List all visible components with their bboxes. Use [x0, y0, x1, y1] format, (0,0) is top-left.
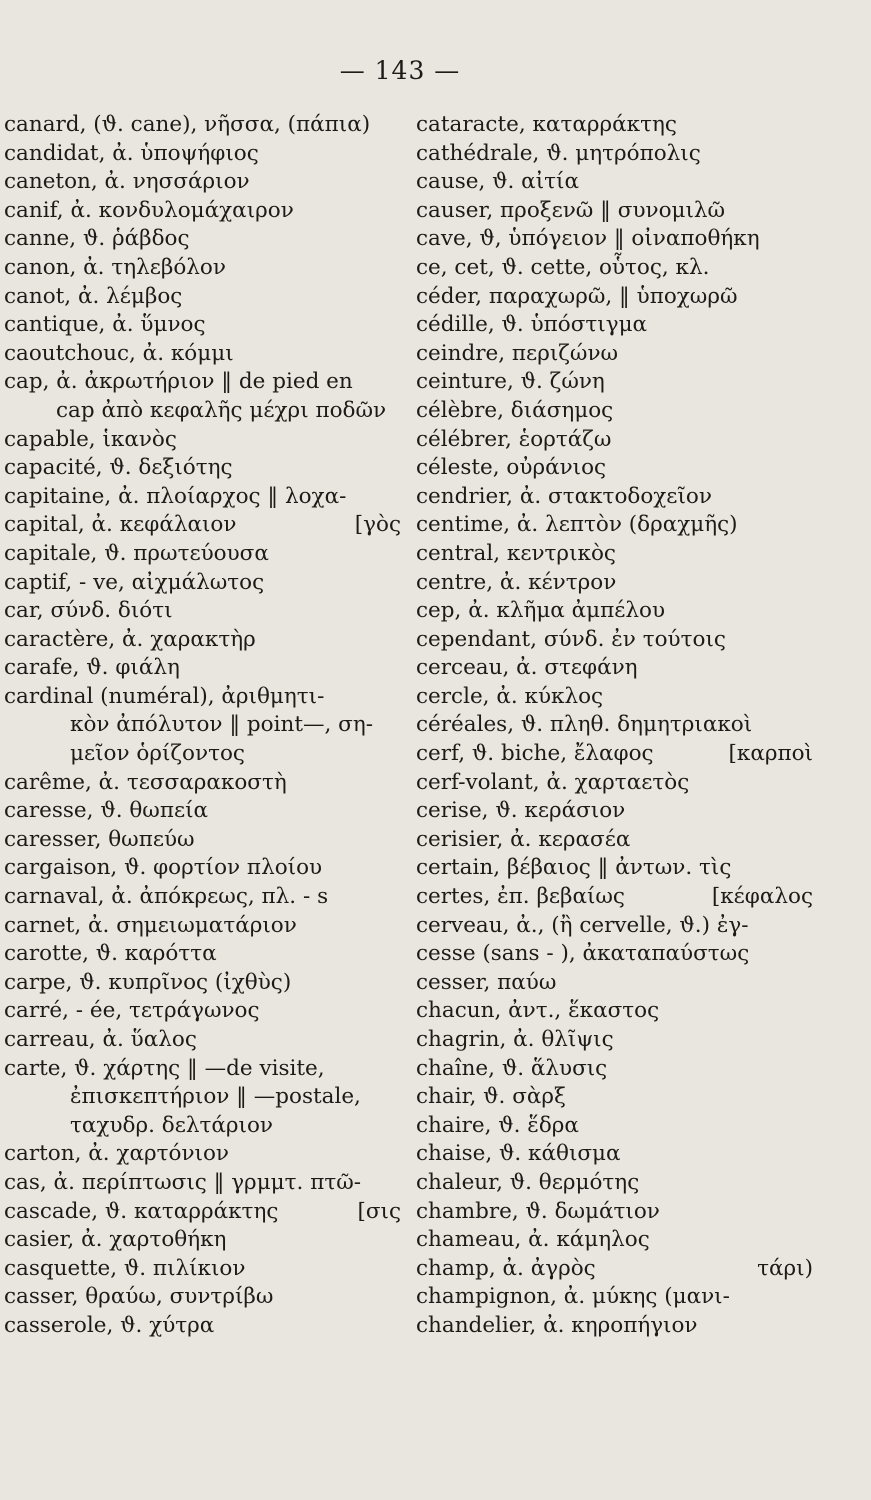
- entry-celebre: célèbre, διάσημος: [416, 397, 614, 423]
- entry-canif: canif, ἀ. κονδυλομάχαιρον: [4, 197, 294, 223]
- entry-cercle: cercle, ἀ. κύκλος: [416, 683, 604, 709]
- entry-cep: cep, ἀ. κλῆμα ἀμπέλου: [416, 598, 666, 624]
- entry-casier: casier, ἀ. χαρτοθήκη: [4, 1227, 227, 1253]
- entry-capital: capital, ἀ. κεφάλαιον: [4, 512, 237, 538]
- entry-casquette: casquette, ϑ. πιλίκιον: [4, 1255, 246, 1281]
- entry-cascade: cascade, ϑ. καταρράκτης: [4, 1198, 279, 1224]
- entry-certes: certes, ἐπ. βεβαίως: [416, 884, 625, 910]
- entry-caractere: caractère, ἀ. χαρακτὴρ: [4, 626, 256, 652]
- entry-cerceau: cerceau, ἀ. στεφάνη: [416, 655, 638, 681]
- entry-cesser: cesser, παύω: [416, 969, 557, 995]
- entry-chameau: chameau, ἀ. κάμηλος: [416, 1227, 650, 1253]
- entry-capable: capable, ἱκανὸς: [4, 426, 177, 452]
- entry-cause: cause, ϑ. αἰτία: [416, 169, 579, 195]
- side-note-capital: [γὸς: [354, 512, 401, 538]
- entry-chaine: chaîne, ϑ. ἅλυσις: [416, 1055, 608, 1081]
- entry-ceder: céder, παραχωρῶ, ‖ ὑποχωρῶ: [416, 283, 738, 309]
- entry-cave: cave, ϑ, ὑπόγειον ‖ οἰναποθήκη: [416, 226, 760, 252]
- entry-cathedrale: cathédrale, ϑ. μητρόπολις: [416, 140, 701, 166]
- entry-cargaison: cargaison, ϑ. φορτίον πλοίου: [4, 855, 323, 881]
- entry-casserole: casserole, ϑ. χύτρα: [4, 1312, 215, 1338]
- entry-certes-line: [416, 883, 821, 912]
- entry-celeste: céleste, οὐράνιος: [416, 455, 607, 481]
- left-column: [4, 111, 409, 1341]
- entry-candidat: candidat, ἀ. ὑποψήφιος: [4, 140, 259, 166]
- entry-capacite: capacité, ϑ. δεξιότης: [4, 455, 233, 481]
- entry-cerf-line: [416, 740, 821, 769]
- entry-cap-continued: cap ἀπὸ κεφαλῆς μέχρι ποδῶν: [56, 397, 387, 423]
- entry-ceinture: ceinture, ϑ. ζώνη: [416, 369, 605, 395]
- entry-carre: carré, - ée, τετράγωνος: [4, 998, 260, 1024]
- entry-carpe: carpe, ϑ. κυπρῖνος (ἰχθὺς): [4, 969, 292, 995]
- entry-champignon: champignon, ἀ. μύκης (μανι-: [416, 1284, 730, 1310]
- entry-cardinal-continued-1: κὸν ἀπόλυτον ‖ point—, ση-: [70, 712, 373, 738]
- side-note-cerf: [καρποὶ: [728, 741, 813, 767]
- entry-cardinal: cardinal (numéral), ἀριθμητι-: [4, 683, 325, 709]
- entry-centime: centime, ἀ. λεπτὸν (δραχμῆς): [416, 512, 738, 538]
- entry-cap: cap, ἀ. ἀκρωτήριον ‖ de pied en: [4, 369, 353, 395]
- entry-cerf: cerf, ϑ. biche, ἔλαφος: [416, 741, 654, 767]
- entry-captif: captif, - ve, αἰχμάλωτος: [4, 569, 265, 595]
- entry-caneton: caneton, ἀ. νησσάριον: [4, 169, 250, 195]
- entry-cataracte: cataracte, καταρράκτης: [416, 112, 677, 137]
- entry-carnaval: carnaval, ἀ. ἀπόκρεως, πλ. - s: [4, 884, 329, 910]
- entry-chaleur: chaleur, ϑ. θερμότης: [416, 1169, 640, 1195]
- side-note-champ: τάρι): [757, 1255, 813, 1281]
- entry-chambre: chambre, ϑ. δωμάτιον: [416, 1198, 660, 1224]
- entry-capitaine: capitaine, ἀ. πλοίαρχος ‖ λοχα-: [4, 483, 347, 509]
- entry-careme: carême, ἀ. τεσσαρακοστὴ: [4, 769, 287, 795]
- entry-canon: canon, ἀ. τηλεβόλον: [4, 254, 226, 280]
- entry-carte-continued-1: ἐπισκεπτήριον ‖ —postale,: [70, 1084, 361, 1110]
- entry-chagrin: chagrin, ἀ. θλῖψις: [416, 1027, 614, 1052]
- entry-chacun: chacun, ἀντ., ἕκαστος: [416, 998, 660, 1024]
- entry-carte: carte, ϑ. χάρτης ‖ —de visite,: [4, 1055, 325, 1081]
- entry-cereales: céréales, ϑ. πληθ. δημητριακοὶ: [416, 712, 753, 738]
- entry-capitale: capitale, ϑ. πρωτεύουσα: [4, 540, 269, 566]
- entry-canard: canard, (ϑ. cane), νῆσσα, (πάπια): [4, 112, 371, 137]
- entry-cependant: cependant, σύνδ. ἐν τούτοις: [416, 626, 726, 652]
- entry-cesse: cesse (sans - ), ἀκαταπαύστως: [416, 941, 750, 967]
- entry-capital-line: [4, 511, 409, 540]
- entry-cas: cas, ἀ. περίπτωσις ‖ γρμμτ. πτῶ-: [4, 1169, 362, 1195]
- entry-chandelier: chandelier, ἀ. κηροπήγιον: [416, 1312, 698, 1338]
- entry-caresser: caresser, θωπεύω: [4, 826, 195, 852]
- entry-cerise: cerise, ϑ. κεράσιον: [416, 798, 626, 824]
- entry-canot: canot, ἀ. λέμβος: [4, 283, 183, 309]
- entry-carafe: carafe, ϑ. φιάλη: [4, 655, 180, 681]
- entry-caoutchouc: caoutchouc, ἀ. κόμμι: [4, 340, 234, 366]
- entry-cardinal-continued-2: μεῖον ὁρίζοντος: [70, 741, 245, 767]
- entry-certain: certain, βέβαιος ‖ ἀντων. τὶς: [416, 855, 732, 881]
- side-note-cascade: [σις: [357, 1198, 401, 1224]
- page-number: — 143 —: [339, 56, 461, 85]
- entry-central: central, κεντρικὸς: [416, 540, 616, 566]
- entry-champ-line: [416, 1255, 821, 1284]
- entry-centre: centre, ἀ. κέντρον: [416, 569, 617, 595]
- entry-celebrer: célébrer, ἑορτάζω: [416, 426, 612, 452]
- entry-chair: chair, ϑ. σὰρξ: [416, 1084, 566, 1110]
- entry-cedille: cédille, ϑ. ὑπόστιγμα: [416, 312, 648, 338]
- side-note-certes: [κέφαλος: [711, 884, 813, 910]
- entry-carreau: carreau, ἀ. ὕαλος: [4, 1027, 197, 1052]
- entry-canne: canne, ϑ. ῥάβδος: [4, 226, 190, 252]
- entry-chaise: chaise, ϑ. κάθισμα: [416, 1141, 621, 1167]
- entry-carte-continued-2: ταχυδρ. δελτάριον: [70, 1112, 273, 1138]
- entry-cerisier: cerisier, ἀ. κερασέα: [416, 826, 631, 852]
- entry-champ: champ, ἀ. ἀγρὸς: [416, 1255, 596, 1281]
- entry-car: car, σύνδ. διότι: [4, 598, 173, 624]
- entry-caresse: caresse, ϑ. θωπεία: [4, 798, 209, 824]
- right-column: [416, 111, 821, 1341]
- entry-ceindre: ceindre, περιζώνω: [416, 340, 619, 366]
- entry-cendrier: cendrier, ἀ. στακτοδοχεῖον: [416, 483, 712, 509]
- entry-causer: causer, προξενῶ ‖ συνομιλῶ: [416, 197, 726, 223]
- entry-cascade-line: [4, 1198, 409, 1227]
- entry-cerveau: cerveau, ἀ., (ἢ cervelle, ϑ.) ἐγ-: [416, 912, 749, 938]
- entry-carnet: carnet, ἀ. σημειωματάριον: [4, 912, 297, 938]
- entry-chaire: chaire, ϑ. ἕδρα: [416, 1112, 579, 1138]
- entry-carotte: carotte, ϑ. καρόττα: [4, 941, 217, 967]
- entry-cantique: cantique, ἀ. ὕμνος: [4, 312, 206, 338]
- entry-ce: ce, cet, ϑ. cette, οὗτος, κλ.: [416, 254, 710, 280]
- entry-casser: casser, θραύω, συντρίβω: [4, 1284, 274, 1310]
- entry-cerf-volant: cerf-volant, ἀ. χαρταετὸς: [416, 769, 690, 795]
- entry-carton: carton, ἀ. χαρτόνιον: [4, 1141, 229, 1167]
